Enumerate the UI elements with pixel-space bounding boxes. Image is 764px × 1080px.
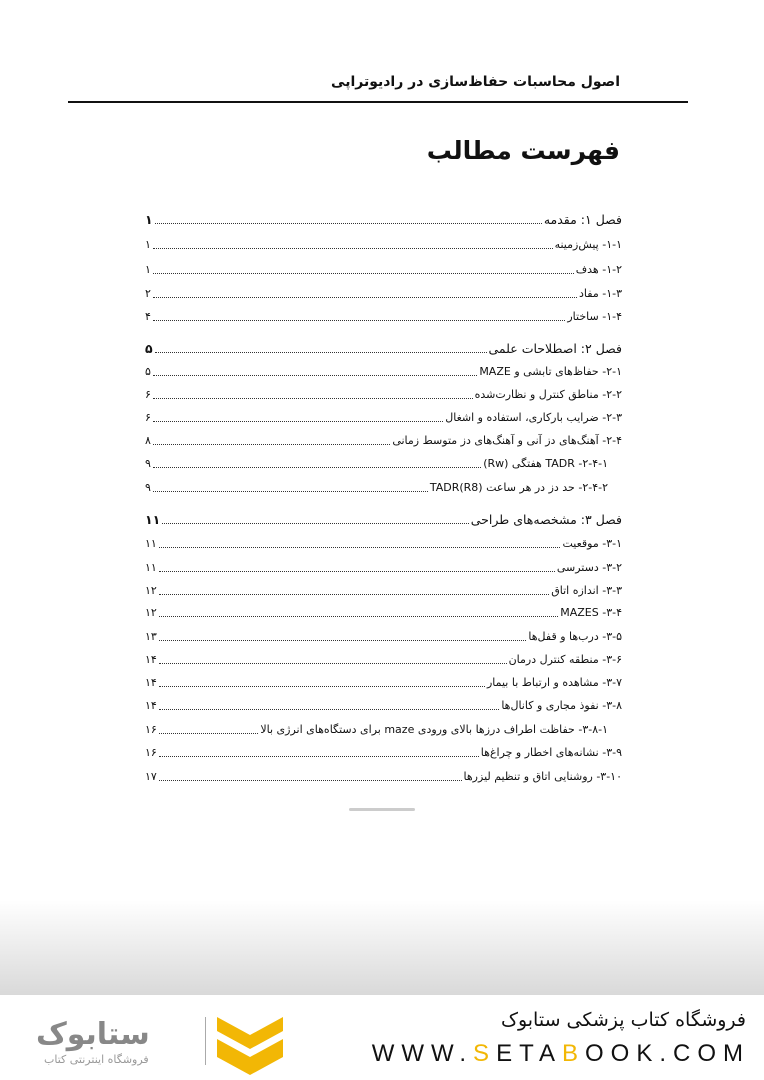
- logo-chevron-icon: [217, 1017, 283, 1075]
- toc-entry-page: ۹: [145, 457, 151, 470]
- toc-entry-page: ۱: [145, 238, 151, 251]
- toc-entry-title: ۳-۸-۱- حفاظت اطراف درزها بالای ورودی maze برای دستگاه‌های انرژی بالا: [260, 723, 608, 736]
- toc-entry[interactable]: [145, 213, 622, 227]
- toc-entry-title: ۳-۴- MAZES: [560, 606, 622, 619]
- toc-entry[interactable]: [145, 310, 622, 324]
- toc-entry[interactable]: [145, 457, 622, 471]
- toc-entry-page: ۱: [145, 212, 153, 227]
- toc-entry-page: ۵: [145, 341, 153, 356]
- toc-leader-dots: [153, 421, 443, 422]
- toc-entry-title: ۳-۱- موقعیت: [562, 537, 622, 550]
- toc-leader-dots: [159, 780, 462, 781]
- toc-entry-page: ۱۶: [145, 723, 157, 736]
- toc-entry-title: ۳-۲- دسترسی: [556, 561, 622, 574]
- toc-leader-dots: [159, 756, 479, 757]
- toc-entry[interactable]: [145, 653, 622, 667]
- toc-entry-title: ۱-۱- پیش‌زمینه: [554, 238, 622, 251]
- toc-entry-page: ۱۴: [145, 653, 157, 666]
- toc-entry-title: ۲-۴-۱- TADR هفتگی (Rw): [483, 457, 608, 470]
- toc-entry[interactable]: [145, 238, 622, 252]
- toc-entry-page: ۱۴: [145, 676, 157, 689]
- toc-leader-dots: [159, 571, 555, 572]
- toc-entry-page: ۱۱: [145, 561, 157, 574]
- toc-leader-dots: [153, 248, 553, 249]
- toc-leader-dots: [159, 733, 259, 734]
- toc-leader-dots: [153, 375, 477, 376]
- toc-entry[interactable]: [145, 676, 622, 690]
- toc-entry-page: ۴: [145, 310, 151, 323]
- toc-entry-title: فصل ۲: اصطلاحات علمی: [488, 341, 622, 356]
- toc-entry-title: ۳-۳- اندازه اتاق: [551, 584, 622, 597]
- header-rule: [68, 101, 688, 103]
- toc-entry-title: ۳-۵- درب‌ها و قفل‌ها: [528, 630, 622, 643]
- toc-leader-dots: [155, 223, 542, 224]
- toc-entry[interactable]: [145, 723, 622, 737]
- toc-entry-title: ۲-۴- آهنگ‌های دز آنی و آهنگ‌های دز متوسط زمانی: [392, 434, 622, 447]
- toc-entry[interactable]: [145, 606, 622, 620]
- url-part: B: [561, 1040, 585, 1067]
- toc-entry-title: ۲-۲- مناطق کنترل و نظارت‌شده: [474, 388, 622, 401]
- toc-entry-title: فصل ۳: مشخصه‌های طراحی: [470, 512, 622, 527]
- toc-entry-title: ۲-۴-۲- حد دز در هر ساعت (TADR(R8: [429, 481, 608, 494]
- toc-entry[interactable]: [145, 584, 622, 598]
- toc-entry-page: ۲: [145, 287, 151, 300]
- toc-leader-dots: [153, 273, 574, 274]
- running-header: اصول محاسبات حفاظ‌سازی در رادیوتراپی: [331, 74, 620, 90]
- shop-url[interactable]: [372, 1040, 750, 1068]
- toc-leader-dots: [159, 686, 485, 687]
- toc-entry-page: ۶: [145, 388, 151, 401]
- toc-leader-dots: [153, 297, 577, 298]
- toc-entry[interactable]: [145, 513, 622, 527]
- toc-entry-title: ۱-۲- هدف: [575, 263, 622, 276]
- page-bottom-shadow: [0, 900, 764, 995]
- toc-entry[interactable]: [145, 342, 622, 356]
- toc-entry-title: ۱-۳- مفاد: [579, 287, 622, 300]
- toc-entry[interactable]: [145, 561, 622, 575]
- toc-entry-page: ۱۶: [145, 746, 157, 759]
- toc-leader-dots: [153, 398, 473, 399]
- toc-entry[interactable]: [145, 263, 622, 277]
- toc-leader-dots: [159, 640, 527, 641]
- toc-entry-page: ۶: [145, 411, 151, 424]
- toc-entry[interactable]: [145, 746, 622, 760]
- toc-leader-dots: [153, 467, 481, 468]
- toc-entry-page: ۱: [145, 263, 151, 276]
- toc-entry-page: ۵: [145, 365, 151, 378]
- url-part: S: [473, 1040, 497, 1067]
- page-title: فهرست مطالب: [426, 136, 620, 165]
- toc-leader-dots: [159, 594, 549, 595]
- logo-divider: [205, 1017, 206, 1065]
- toc-entry-title: ۳-۷- مشاهده و ارتباط با بیمار: [486, 676, 622, 689]
- toc-entry[interactable]: [145, 699, 622, 713]
- toc-entry-title: ۲-۳- ضرایب بارکاری، استفاده و اشغال: [445, 411, 622, 424]
- page-scroll-indicator: [349, 808, 415, 811]
- toc-entry-page: ۱۳: [145, 630, 157, 643]
- toc-leader-dots: [153, 444, 390, 445]
- toc-leader-dots: [159, 547, 561, 548]
- toc-entry[interactable]: [145, 537, 622, 551]
- toc-entry[interactable]: [145, 365, 622, 379]
- toc-leader-dots: [159, 616, 558, 617]
- toc-entry-title: فصل ۱: مقدمه: [543, 212, 622, 227]
- url-part: OOK.COM: [584, 1040, 750, 1067]
- toc-entry-page: ۱۴: [145, 699, 157, 712]
- toc-leader-dots: [162, 523, 468, 524]
- toc-entry-page: ۱۲: [145, 584, 157, 597]
- toc-entry-page: ۱۱: [145, 537, 157, 550]
- toc-entry-title: ۳-۶- منطقه کنترل درمان: [508, 653, 622, 666]
- toc-leader-dots: [153, 320, 565, 321]
- toc-entry-page: ۱۱: [145, 512, 161, 527]
- toc-entry[interactable]: [145, 770, 622, 784]
- toc-leader-dots: [155, 352, 487, 353]
- url-part: WWW.: [371, 1040, 474, 1067]
- toc-entry-title: ۲-۱- حفاظ‌های تابشی و MAZE: [479, 365, 622, 378]
- toc-entry[interactable]: [145, 411, 622, 425]
- toc-leader-dots: [159, 663, 507, 664]
- toc-entry[interactable]: [145, 434, 622, 448]
- toc-entry[interactable]: [145, 630, 622, 644]
- toc-entry-page: ۱۲: [145, 606, 157, 619]
- logo-tagline: فروشگاه اینترنتی کتاب: [44, 1053, 149, 1066]
- toc-entry-title: ۳-۹- نشانه‌های اخطار و چراغ‌ها: [480, 746, 622, 759]
- logo-wordmark: ستابوک: [36, 1017, 150, 1052]
- toc-entry[interactable]: [145, 287, 622, 301]
- toc-entry-title: ۱-۴- ساختار: [567, 310, 622, 323]
- shop-name: فروشگاه کتاب پزشکی ستابوک: [500, 1009, 746, 1031]
- toc-leader-dots: [153, 491, 428, 492]
- toc-entry-title: ۳-۱۰- روشنایی اتاق و تنظیم لیزرها: [463, 770, 622, 783]
- toc-entry[interactable]: [145, 388, 622, 402]
- footer-banner: [0, 995, 764, 1080]
- toc-entry-page: ۸: [145, 434, 151, 447]
- toc-entry-page: ۹: [145, 481, 151, 494]
- toc-leader-dots: [159, 709, 499, 710]
- url-part: ETA: [496, 1040, 562, 1067]
- toc-entry-page: ۱۷: [145, 770, 157, 783]
- toc-entry[interactable]: [145, 481, 622, 495]
- toc-entry-title: ۳-۸- نفوذ مجاری و کانال‌ها: [501, 699, 622, 712]
